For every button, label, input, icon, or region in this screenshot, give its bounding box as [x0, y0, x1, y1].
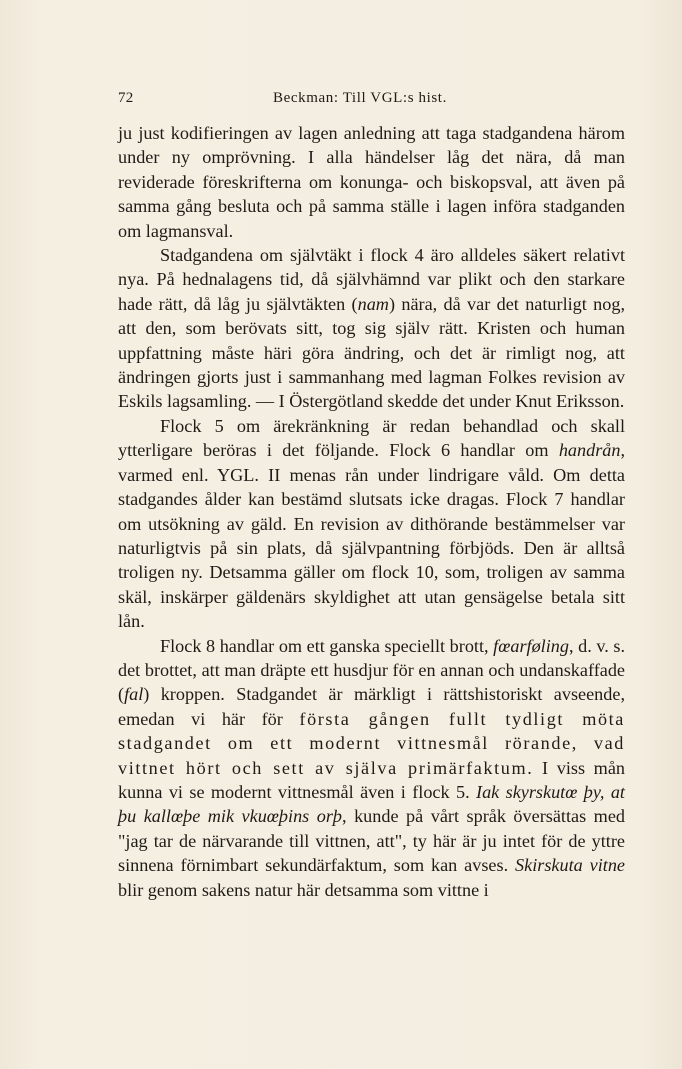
paragraph-4-text-k: blir genom sakens natur här detsamma som vittne i — [118, 879, 489, 900]
page-header — [118, 90, 625, 112]
paragraph-4-text-i: , kunde på vårt språk översättas med "jag tar de närvarande till vittnen, att", ty här är ju intet för de yttre sinnena förnimbart sekundärfaktum, som kan avses. — [118, 806, 625, 876]
paragraph-3 — [118, 414, 625, 634]
paragraph-2-text-a: Stadgandena om självtäkt i flock 4 äro alldeles säkert relativt nya. På hednalagens tid, då självhämnd var plikt och den starkare hade rätt, då låg ju självtäkten ( — [118, 245, 625, 314]
paragraph-4-text-e: ) kroppen. Stadgandet är märkligt i rättshistoriskt avseende, emedan vi här för — [118, 684, 625, 729]
paragraph-3-text-a: Flock 5 om ärekränkning är redan behandlad och skall ytterligare beröras i det följande. Flock 6 handlar om — [118, 415, 625, 461]
paragraph-4-text-a: Flock 8 handlar om ett ganska speciellt brott, — [160, 635, 494, 656]
paragraph-4-term-skirskuta-vitne: Skirskuta vitne — [515, 855, 625, 876]
paragraph-3-text-c: , varmed enl. YGL. II menas rån under lindrigare våld. Om detta stadgandes ålder kan bestämd slutsats icke dragas. Flock 7 handlar om utsökning av gäld. En revision av dithörande bestämmelser var naturligtvis på sin plats, då självpantning förbjöds. Den är alltså troligen ny. Detsamma gäller om flock 10, som, troligen av samma skäl, inskärper gäldenärs skyldighet att utan gensägelse betala sitt lån. — [118, 440, 625, 632]
page-number: 72 — [118, 90, 134, 106]
paragraph-4 — [118, 634, 625, 902]
paragraph-3-term-handran: handrån — [558, 440, 621, 461]
paragraph-4-term-fal: fal — [124, 684, 144, 705]
paragraph-4-text-g: I viss mån kunna vi se modernt vittnesmål även i flock 5. — [118, 757, 625, 802]
paragraph-2-term-nam: nam — [357, 293, 389, 314]
paragraph-4-quotation: Iak skyrskutœ þy, at þu kallœþe mik vkuœþins orþ — [118, 781, 625, 827]
paragraph-2 — [118, 243, 625, 414]
paragraph-4-spaced-emphasis: första gången fullt tydligt möta stadgandet om ett modernt vittnesmål rörande, vad vittnet hört och sett av själva primärfaktum. — [118, 708, 625, 778]
paragraph-4-term-faerfoling: fœarføling — [493, 635, 569, 656]
paragraph-2-text-c: ) nära, då var det naturligt nog, att den, som berövats sitt, tog sig själv rätt. Kristen och human uppfattning måste häri göra ändring, och det är rimligt nog, att ändringen gjorts just i sammanhang med lagman Folkes revision av Eskils lagsamling. — I Östergötland skedde det under Knut Eriksson. — [118, 293, 625, 412]
body-text — [118, 121, 625, 902]
paragraph-4-text-c: , d. v. s. det brottet, att man dräpte ett husdjur för en annan och undanskaffade ( — [118, 635, 625, 705]
running-head: Beckman: Till VGL:s hist. — [273, 90, 447, 106]
paragraph-1: ju just kodifieringen av lagen anledning att taga stadgandena härom under ny omprövning. I alla händelser låg det nära, då man reviderade föreskrifterna om konunga- och biskopsval, att även på samma gång besluta och på samma ställe i lagen införa stadganden om lagmansval. — [118, 123, 625, 241]
